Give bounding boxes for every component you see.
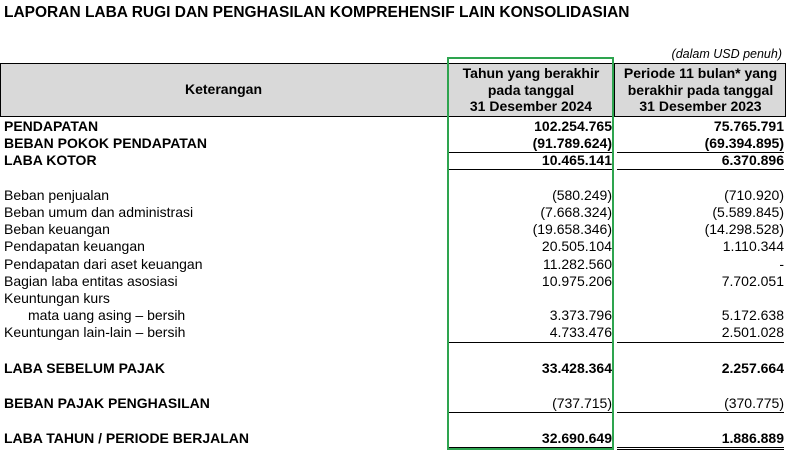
value-2023-fx-gain-net: 5.172.638 <box>721 307 784 323</box>
header-top-rule <box>0 63 786 64</box>
value-2024-other-gains: 4.733.476 <box>549 324 612 340</box>
header-bottom-rule <box>0 116 786 117</box>
value-2024-net-income: 32.690.649 <box>541 430 612 446</box>
value-2024-selling-expenses: (580.249) <box>552 187 612 203</box>
row-label-gross-profit: LABA KOTOR <box>4 152 97 168</box>
pretax-rule-2023 <box>617 342 784 343</box>
value-2023-revenue: 75.765.791 <box>713 118 784 134</box>
row-label-revenue: PENDAPATAN <box>4 118 99 134</box>
row-label-share-of-associates: Bagian laba entitas asosiasi <box>4 273 178 289</box>
value-2023-net-income: 1.886.889 <box>721 430 784 446</box>
value-2024-income-tax-expense: (737.715) <box>552 395 612 411</box>
value-2024-financial-asset-income: 11.282.560 <box>542 256 612 272</box>
row-label-finance-income: Pendapatan keuangan <box>4 238 145 254</box>
value-2024-gross-profit: 10.465.141 <box>541 152 612 168</box>
net-income-rule-2023 <box>617 412 784 413</box>
row-label-profit-before-tax: LABA SEBELUM PAJAK <box>4 360 166 376</box>
row-label-net-income: LABA TAHUN / PERIODE BERJALAN <box>4 430 250 446</box>
report-title: LAPORAN LABA RUGI DAN PENGHASILAN KOMPREHENSIF LAIN KONSOLIDASIAN <box>4 4 630 21</box>
row-label-other-gains: Keuntungan lain-lain – bersih <box>4 324 186 340</box>
value-2024-finance-income: 20.505.104 <box>541 238 612 254</box>
value-2023-income-tax-expense: (370.775) <box>724 395 784 411</box>
row-label-finance-costs: Beban keuangan <box>4 221 110 237</box>
row-label-fx-gain-net: mata uang asing – bersih <box>28 307 186 323</box>
column-header-2023-line1: Periode 11 bulan* yang <box>623 65 778 81</box>
column-header-2023-line2: berakhir pada tanggal <box>627 81 774 98</box>
value-2024-share-of-associates: 10.975.206 <box>541 273 612 289</box>
net-income-double-rule-2023-b <box>617 449 784 450</box>
value-2024-general-admin: (7.668.324) <box>540 204 612 220</box>
value-2023-finance-costs: (14.298.528) <box>704 221 784 237</box>
net-income-double-rule-2023-a <box>617 447 784 448</box>
value-2023-profit-before-tax: 2.257.664 <box>721 360 784 376</box>
value-2024-fx-gain-net: 3.373.796 <box>549 307 612 323</box>
currency-unit-note: (dalam USD penuh) <box>671 47 782 61</box>
column-header-2024-line3: 31 Desember 2024 <box>469 98 593 114</box>
value-2023-general-admin: (5.589.845) <box>712 204 784 220</box>
value-2024-profit-before-tax: 33.428.364 <box>541 360 612 376</box>
highlight-box-2024-column <box>447 57 614 450</box>
value-2023-share-of-associates: 7.702.051 <box>721 273 784 289</box>
value-2023-gross-profit: 6.370.896 <box>721 152 784 168</box>
row-label-cost-of-revenue: BEBAN POKOK PENDAPATAN <box>4 135 208 151</box>
value-2023-cost-of-revenue: (69.394.895) <box>704 135 784 151</box>
column-header-description: Keterangan <box>184 81 263 97</box>
column-header-2024-line1: Tahun yang berakhir <box>462 65 600 81</box>
value-2024-finance-costs: (19.658.346) <box>532 221 612 237</box>
column-header-2023-line3: 31 Desember 2023 <box>639 98 762 114</box>
row-label-selling-expenses: Beban penjualan <box>4 187 110 203</box>
value-2023-finance-income: 1.110.344 <box>722 238 784 254</box>
row-label-income-tax-expense: BEBAN PAJAK PENGHASILAN <box>4 395 210 411</box>
row-label-fx-gain-heading: Keuntungan kurs <box>4 290 110 306</box>
value-2023-financial-asset-income: - <box>779 256 784 272</box>
value-2023-selling-expenses: (710.920) <box>724 187 784 203</box>
value-2024-cost-of-revenue: (91.789.624) <box>532 135 612 151</box>
column-header-2023 <box>615 65 786 115</box>
value-2023-other-gains: 2.501.028 <box>721 324 784 340</box>
column-header-2024-line2: pada tanggal <box>487 81 575 98</box>
row-label-general-admin: Beban umum dan administrasi <box>4 204 194 220</box>
gross-profit-rule-2023 <box>617 169 784 170</box>
row-label-financial-asset-income: Pendapatan dari aset keuangan <box>4 256 203 272</box>
value-2024-revenue: 102.254.765 <box>534 118 612 134</box>
